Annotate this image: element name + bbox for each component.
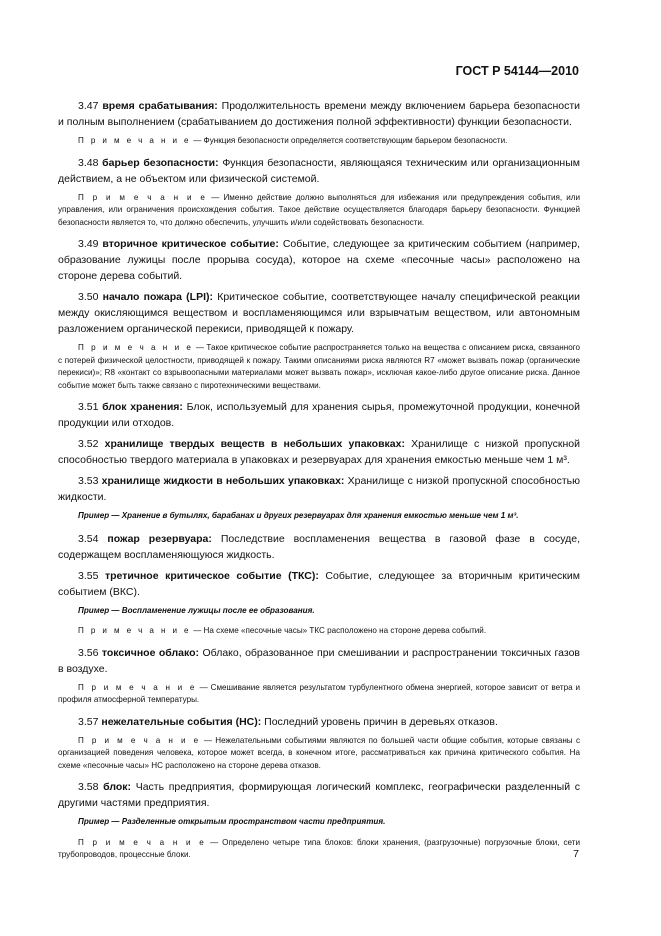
term-definition: Облако, образованное при смешивании и распространении токсичных газов в воздухе.: [58, 646, 580, 675]
term-definition: Хранилище с низкой пропускной способностью твердого материала в упаковках и резервуарах для хранения емкостью меньше чем 1 м³.: [58, 438, 581, 466]
term-name: вторичное критическое событие:: [102, 238, 279, 250]
term-number: 3.53: [78, 475, 99, 487]
note: [58, 192, 580, 230]
note-text: — Смешивание является результатом турбулентного обмена энергией, которое зависит от ветра и профиля атмосферной температуры.: [58, 682, 580, 704]
example: [58, 510, 580, 523]
page-number: 7: [573, 848, 579, 860]
example-text: Пример — Разделенные открытым пространством части предприятия.: [78, 817, 386, 826]
term-name: блок хранения:: [102, 401, 183, 413]
page-header: ГОСТ Р 54144—2010: [455, 64, 579, 78]
term-definition: Последствие воспламенения вещества в газовой фазе в сосуде, содержащем воспламеняющуюся жидкость.: [58, 532, 581, 561]
term-definition: Хранилище с низкой пропускной способностью жидкости.: [58, 475, 580, 503]
note-text: — На схеме «песочные часы» ТКС расположено на стороне дерева событий.: [190, 626, 487, 635]
term-number: 3.58: [78, 781, 99, 793]
term-entry: [58, 531, 580, 563]
note-label: П р и м е ч а н и е: [78, 192, 208, 202]
term-entry: [58, 473, 580, 505]
term-number: 3.57: [78, 715, 99, 728]
note-text: — Нежелательными событиями являются по большей части общие события, которые связаны с организацией поведения человека, которое может всегда, в конечном итоге, рассматриваться как причина критического события. На схеме «песочные часы» НС расположено на стороне дерева отказов.: [58, 735, 580, 770]
term-number: 3.54: [78, 532, 99, 545]
term-entry: [58, 714, 580, 730]
note: [58, 837, 580, 862]
term-definition: Блок, используемый для хранения сырья, промежуточной продукции, конечной продукции или отходов.: [58, 401, 581, 429]
term-number: 3.51: [78, 401, 99, 413]
term-entry: [58, 289, 580, 337]
note-text: — Такое критическое событие распространяется только на вещества с описанием риска, связанного с потерей физической целостности, приводящей к пожару. Такими описаниями риска являются R7 «может вызвать пожар (органические перекиси)»; R8 «контакт со взрывоопасными материалами может вызвать пожар», исключая какое-либо другое описание риска. Данное событие может быть также связано с пиротехническими веществами.: [58, 343, 580, 390]
term-entry: [58, 645, 580, 677]
example: [58, 605, 580, 618]
term-number: 3.55: [78, 569, 99, 582]
term-name: барьер безопасности:: [102, 156, 219, 169]
term-number: 3.48: [78, 156, 99, 169]
term-definition: Событие, следующее за вторичным критическим событием (ВКС).: [58, 569, 580, 598]
note-label: П р и м е ч а н и е: [78, 136, 191, 145]
term-definition: Часть предприятия, формирующая логический комплекс, географически разделенный с другими частями предприятия.: [58, 781, 580, 809]
term-definition: Последний уровень причин в деревьях отказов.: [264, 715, 498, 728]
term-number: 3.52: [78, 438, 99, 450]
term-number: 3.56: [78, 646, 99, 659]
term-name: хранилище жидкости в небольших упаковках:: [101, 475, 345, 487]
term-entry: [58, 98, 580, 130]
term-name: блок:: [103, 781, 132, 793]
note-text: — Именно действие должно выполняться для избежания или предупреждения события, или управления, или ограничения происхождения события. Такое действие осуществляется благодаря барьеру безопасности. Функцией безопасности является то, что должно обеспечить, улучшить и/или содействовать безопасности.: [58, 192, 580, 227]
note: [58, 735, 580, 773]
note-label: П р и м е ч а н и е: [78, 735, 201, 745]
term-entry: [58, 779, 580, 811]
term-name: токсичное облако:: [101, 646, 200, 659]
term-number: 3.49: [78, 238, 99, 250]
term-entry: [58, 399, 580, 431]
example-text: Пример — Хранение в бутылях, барабанах и других резервуарах для хранения емкостью меньше чем 1 м³.: [78, 511, 519, 520]
term-name: пожар резервуара:: [107, 532, 212, 545]
note: [58, 135, 580, 148]
term-name: хранилище твердых веществ в небольших упаковках:: [104, 438, 405, 450]
term-entry: [58, 568, 580, 600]
note: [58, 682, 580, 707]
term-entry: [58, 436, 580, 468]
note-text: — Функция безопасности определяется соответствующим барьером безопасности.: [190, 136, 508, 145]
term-name: начало пожара (LPI):: [102, 291, 213, 303]
example: [58, 816, 580, 829]
term-number: 3.47: [78, 100, 99, 112]
note-text: — Определено четыре типа блоков: блоки хранения, (разгрузочные) погрузочные блоки, сети трубопроводов, процессные блоки.: [58, 837, 580, 859]
example-text: Пример — Воспламенение лужицы после ее образования.: [78, 605, 315, 615]
term-entry: [58, 236, 580, 284]
term-name: третичное критическое событие (ТКС):: [105, 569, 319, 582]
term-name: нежелательные события (НС):: [101, 715, 262, 728]
page-content: [58, 98, 580, 869]
term-definition: Критическое событие, соответствующее началу специфической реакции между окисляющимся веществом и воспламеняющимся или взрывчатым веществом, или автономным разложением органической перекиси, приводящей к пожару.: [58, 291, 581, 335]
term-definition: Продолжительность времени между включением барьера безопасности и полным выполнением (срабатыванием до достижения полной эффективности) функции безопасности.: [58, 100, 580, 128]
note-label: П р и м е ч а н и е: [78, 682, 197, 692]
note: [58, 625, 580, 638]
term-definition: Функция безопасности, являющаяся техническим или организационным действием, а не объектом или физической системой.: [58, 156, 580, 185]
term-entry: [58, 155, 580, 187]
note-label: П р и м е ч а н и е: [78, 837, 207, 847]
note: [58, 342, 580, 392]
note-label: П р и м е ч а н и е: [78, 343, 194, 352]
term-definition: Событие, следующее за критическим событием (например, образование лужицы после прорыва сосуда), которое на схеме «песочные часы» расположено на стороне дерева событий.: [58, 238, 581, 282]
term-name: время срабатывания:: [102, 100, 218, 112]
term-number: 3.50: [78, 291, 99, 303]
note-label: П р и м е ч а н и е: [78, 626, 191, 635]
